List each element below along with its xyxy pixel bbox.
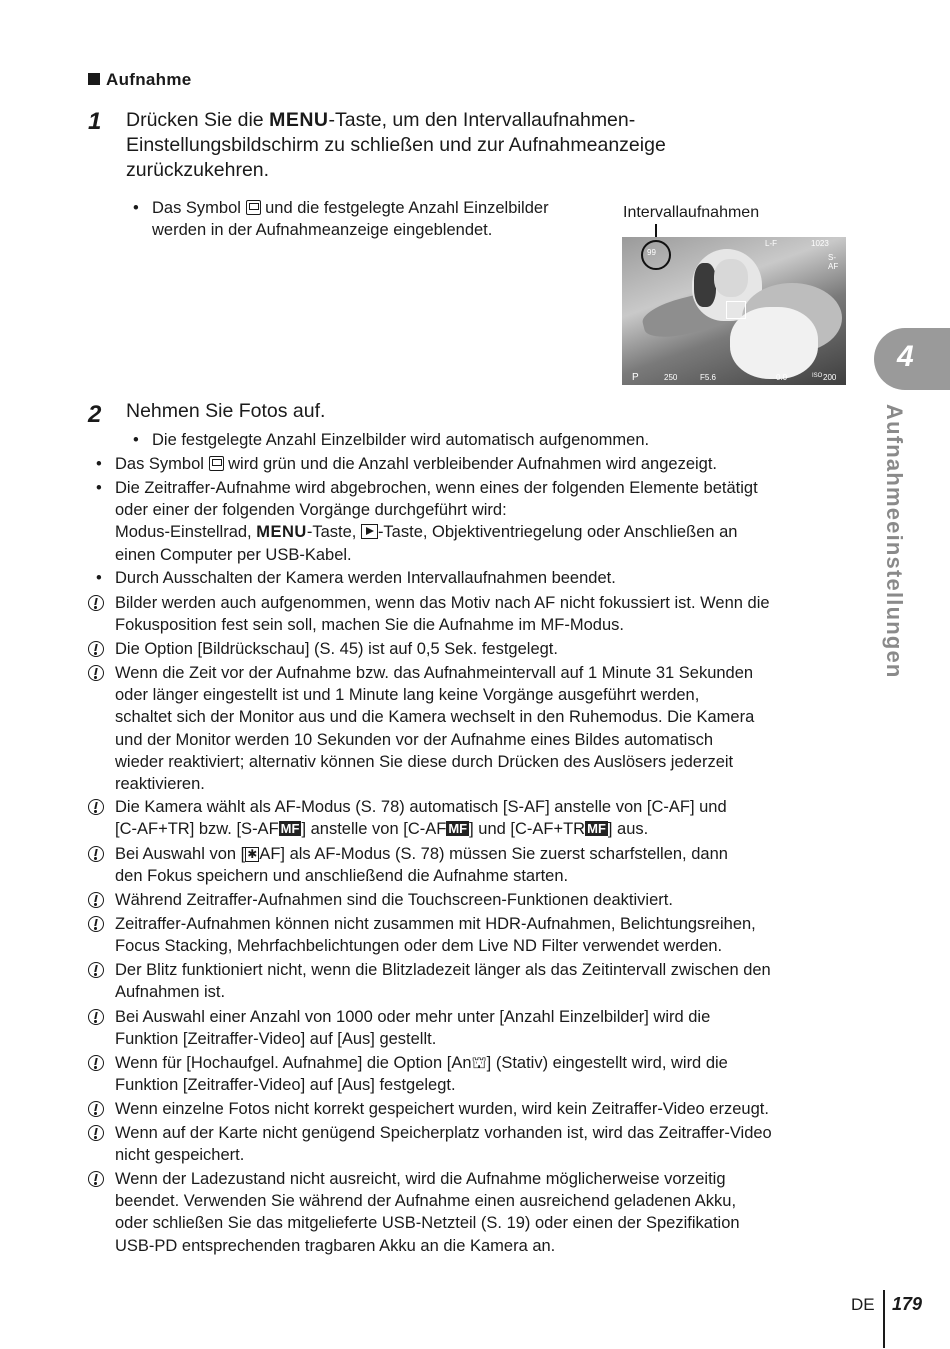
exposure-readout: 0.0 — [776, 373, 788, 382]
camera-screen-image — [622, 237, 846, 385]
bullet-text-part: wird grün und die Anzahl verbleibender Aufnahmen wird angezeigt. — [223, 455, 718, 473]
step-1-bullet-line-2: werden in der Aufnahmeanzeige eingeblendet. — [152, 221, 493, 240]
bullet-line: einen Computer per USB-Kabel. — [115, 545, 352, 564]
note-line: oder länger eingestellt ist und 1 Minute lang keine Vorgänge ausgeführt werden, — [115, 686, 700, 705]
note-text-part: ] und [C-AF+TR — [469, 820, 586, 839]
menu-button-label: MENU — [256, 523, 307, 542]
bullet-line: Die Zeitraffer-Aufnahme wird abgebrochen, wenn eines der folgenden Elemente betätigt — [115, 479, 758, 497]
bullet-dot: • — [96, 479, 102, 497]
step-2-bullet-text: Die festgelegte Anzahl Einzelbilder wird automatisch aufgenommen. — [152, 431, 650, 449]
shutter-readout: 250 — [664, 373, 678, 382]
note-line: Wenn auf der Karte nicht genügend Speicherplatz vorhanden ist, wird das Zeitraffer-Video — [115, 1124, 772, 1142]
note-line: wieder reaktiviert; alternativ können Sie diese durch Drücken des Auslösers jederzeit — [115, 752, 734, 771]
note-line: Aufnahmen ist. — [115, 983, 226, 1002]
quality-readout: L-F — [765, 239, 777, 248]
playback-button-icon — [361, 524, 378, 539]
caution-icon — [88, 665, 104, 681]
note-line: beendet. Verwenden Sie während der Aufnahme einen ausreichend geladenen Akku, — [115, 1192, 737, 1211]
menu-button-label: MENU — [269, 109, 329, 131]
step-1-bullet-post: und die festgelegte Anzahl Einzelbilder — [260, 199, 549, 217]
note-line: Focus Stacking, Mehrfachbelichtungen oder dem Live ND Filter verwendet werden. — [115, 937, 723, 956]
bullet-line: Durch Ausschalten der Kamera werden Intervallaufnahmen beendet. — [115, 569, 616, 587]
step-1-line-2: Einstellungsbildschirm zu schließen und zur Aufnahmeanzeige — [126, 134, 666, 156]
note-flash — [88, 959, 853, 1003]
step-1-number: 1 — [88, 108, 102, 135]
caution-icon — [88, 1101, 104, 1117]
caution-icon — [88, 595, 104, 611]
caution-icon — [88, 1009, 104, 1025]
note-text-part: ] (Stativ) eingestellt wird, wird die — [486, 1054, 728, 1072]
caution-icon — [88, 641, 104, 657]
bullet-dot: • — [133, 431, 139, 449]
bullet-symbol-green — [88, 453, 853, 475]
caution-icon — [88, 892, 104, 908]
note-line: Der Blitz funktioniert nicht, wenn die Blitzladezeit länger als das Zeitintervall zwischen den — [115, 961, 771, 979]
chapter-title: Aufnahmeeinstellungen — [882, 404, 907, 679]
note-line: Bilder werden auch aufgenommen, wenn das Motiv nach AF nicht fokussiert ist. Wenn die — [115, 594, 770, 612]
caution-icon — [88, 846, 104, 862]
page-number: 179 — [892, 1294, 923, 1314]
note-line: Zeitraffer-Aufnahmen können nicht zusammen mit HDR-Aufnahmen, Belichtungsreihen, — [115, 915, 756, 933]
note-af-mode — [88, 796, 853, 840]
caution-icon — [88, 962, 104, 978]
note-battery — [88, 1168, 853, 1257]
note-text-part: Wenn für [Hochaufgel. Aufnahme] die Option [An — [115, 1054, 472, 1072]
note-line: Wenn die Zeit vor der Aufnahme bzw. das Aufnahmeintervall auf 1 Minute 31 Sekunden — [115, 664, 754, 682]
footer-divider — [883, 1290, 885, 1348]
step-1-bullet-pre: Das Symbol — [152, 199, 246, 217]
bullet-text-part: -Taste, Objektiventriegelung oder Anschließen an — [377, 523, 738, 542]
step-1-text-post: -Taste, um den Intervallaufnahmen- — [328, 109, 636, 131]
tripod-icon: ⛫ — [471, 1054, 487, 1072]
note-line: Funktion [Zeitraffer-Video] auf [Aus] gestellt. — [115, 1030, 437, 1049]
note-line: Wenn der Ladezustand nicht ausreicht, wird die Aufnahme möglicherweise vorzeitig — [115, 1170, 726, 1188]
step-1-text-pre: Drücken Sie die — [126, 109, 270, 131]
note-line: oder schließen Sie das mitgelieferte USB-Netzteil (S. 19) oder einen der Spezifikation — [115, 1214, 740, 1233]
note-incompatible-features — [88, 913, 853, 957]
note-frame-count — [88, 1006, 853, 1050]
mf-icon: MF — [448, 821, 468, 837]
bullet-dot: • — [133, 199, 139, 217]
note-sleep-mode — [88, 662, 853, 795]
mf-icon: MF — [280, 821, 300, 837]
star-af-icon: ✱ — [247, 847, 258, 861]
note-high-res — [88, 1052, 853, 1096]
square-bullet-icon — [88, 73, 100, 85]
note-line: Fokusposition fest sein soll, machen Sie die Aufnahme im MF-Modus. — [115, 616, 624, 635]
bullet-text-part: -Taste, — [306, 523, 361, 542]
scene-dog-head — [714, 259, 748, 297]
note-line: Die Kamera wählt als AF-Modus (S. 78) automatisch [S-AF] anstelle von [C-AF] und — [115, 798, 727, 816]
bullet-line: oder einer der folgenden Vorgänge durchgeführt wird: — [115, 501, 507, 520]
figure-caption: Intervallaufnahmen — [623, 204, 760, 221]
note-text-part: AF] als AF-Modus (S. 78) müssen Sie zuerst scharfstellen, dann — [259, 845, 728, 863]
note-line: Wenn einzelne Fotos nicht korrekt gespeichert wurden, wird kein Zeitraffer-Video erzeugt. — [115, 1100, 769, 1118]
interval-shooting-icon — [209, 456, 224, 471]
note-line: den Fokus speichern und anschließend die Aufnahme starten. — [115, 867, 569, 886]
note-line: schaltet sich der Monitor aus und die Kamera wechselt in den Ruhemodus. Die Kamera — [115, 708, 755, 727]
note-line: nicht gespeichert. — [115, 1146, 245, 1165]
step-1-text — [126, 108, 726, 183]
caution-icon — [88, 916, 104, 932]
af-target-frame — [726, 301, 746, 319]
note-text-part: [C-AF+TR] bzw. [S-AF — [115, 820, 279, 839]
step-1-bullet — [126, 197, 616, 241]
iso-readout: 200 — [823, 373, 837, 382]
bullet-dot: • — [96, 569, 102, 587]
chapter-number: 4 — [897, 340, 914, 373]
bullet-text-part: Das Symbol — [115, 455, 209, 473]
bullet-dot: • — [96, 455, 102, 473]
caution-icon — [88, 1055, 104, 1071]
note-touchscreen — [88, 889, 853, 911]
note-line: Die Option [Bildrückschau] (S. 45) ist auf 0,5 Sek. festgelegt. — [115, 640, 558, 658]
note-af-not-focused — [88, 592, 853, 636]
step-2-text: Nehmen Sie Fotos auf. — [126, 400, 326, 422]
interval-indicator-highlight — [641, 240, 671, 270]
note-line: Bei Auswahl einer Anzahl von 1000 oder mehr unter [Anzahl Einzelbilder] wird die — [115, 1008, 711, 1026]
iso-label: ISO — [812, 373, 823, 379]
note-line: und der Monitor werden 10 Sekunden vor der Aufnahme eines Bildes automatisch — [115, 730, 714, 749]
shooting-mode-readout: P — [632, 372, 639, 383]
step-2-bullet — [126, 429, 846, 451]
section-title: Aufnahme — [106, 70, 192, 89]
note-text-part: ] aus. — [607, 820, 649, 839]
note-line: Funktion [Zeitraffer-Video] auf [Aus] festgelegt. — [115, 1076, 456, 1095]
note-save-failure — [88, 1098, 853, 1120]
battery-readout: 1023 — [811, 239, 829, 248]
interval-frames-readout: 99 — [647, 248, 656, 257]
interval-shooting-icon — [246, 200, 261, 215]
note-text-part: ] anstelle von [C-AF — [301, 820, 447, 839]
aperture-readout: F5.6 — [700, 373, 717, 382]
caution-icon — [88, 1125, 104, 1141]
step-2-number: 2 — [88, 401, 102, 428]
caution-icon — [88, 799, 104, 815]
scene-dog-ear — [694, 263, 716, 307]
bullet-cancel-conditions — [88, 477, 853, 566]
step-1-line-3: zurückzukehren. — [126, 159, 270, 181]
note-card-space — [88, 1122, 853, 1166]
note-text-part: Bei Auswahl von [ — [115, 845, 246, 863]
bullet-power-off — [88, 567, 853, 589]
note-star-af — [88, 843, 853, 887]
mf-icon: MF — [587, 821, 606, 837]
note-image-review — [88, 638, 853, 660]
note-line: Während Zeitraffer-Aufnahmen sind die Touchscreen-Funktionen deaktiviert. — [115, 891, 673, 909]
note-line: reaktivieren. — [115, 775, 205, 794]
footer-language: DE — [851, 1295, 875, 1314]
af-mode-readout: S-AF — [828, 253, 839, 271]
caution-icon — [88, 1171, 104, 1187]
section-heading — [88, 70, 192, 90]
note-line: USB-PD entsprechenden tragbaren Akku an die Kamera an. — [115, 1236, 556, 1255]
bullet-text-part: Modus-Einstellrad, — [115, 523, 257, 542]
